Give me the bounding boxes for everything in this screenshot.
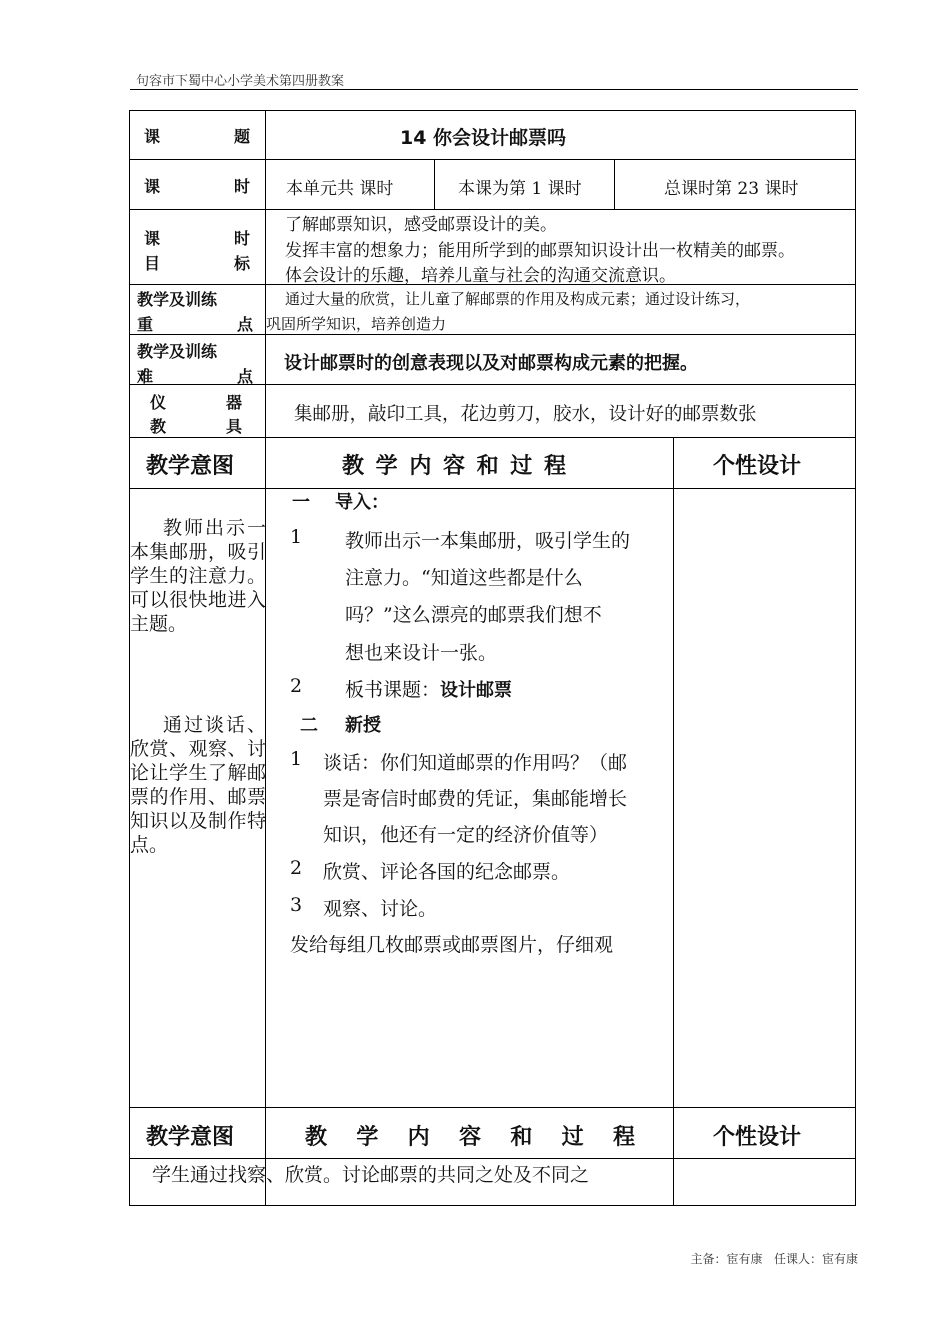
header-char: 学 — [356, 1125, 379, 1150]
goal-line: 体会设计的乐趣，培养儿童与社会的沟通交流意识。 — [285, 266, 676, 286]
label-char: 标 — [233, 254, 250, 273]
intent-header: 教学意图 — [146, 1125, 235, 1150]
custom-design-header: 个性设计 — [713, 1125, 802, 1150]
step-text — [345, 675, 512, 702]
row-line — [129, 437, 856, 438]
intent-header: 教学意图 — [146, 454, 235, 479]
difficulty-label-2 — [137, 364, 253, 387]
page-footer: 主备：宦有康 任课人：宦有康 — [690, 1252, 858, 1266]
label-char: 目 — [144, 254, 161, 273]
label-char: 点 — [236, 315, 253, 334]
label-char: 重 — [137, 315, 154, 334]
label-char: 仪 — [150, 393, 167, 412]
lesson-topic-bold: 设计邮票 — [440, 680, 513, 701]
intent-text: 通过谈话、欣赏、观察、讨论让学生了解邮票的作用、邮票知识以及制作特点。 — [130, 714, 266, 856]
step-number: 3 — [290, 894, 303, 916]
step-text-line: 教师出示一本集邮册，吸引学生的 — [345, 530, 631, 552]
step-text-line: 谈话：你们知道邮票的作用吗？（邮 — [323, 752, 628, 774]
header-char: 容 — [458, 1125, 481, 1150]
step-number: 2 — [290, 675, 303, 697]
step-text: 观察、讨论。 — [323, 898, 438, 920]
custom-design-header: 个性设计 — [713, 454, 802, 479]
total-hours: 总课时第 23 课时 — [664, 179, 799, 199]
row-line — [129, 488, 856, 489]
label-char: 难 — [137, 367, 154, 386]
col-line — [855, 110, 856, 1206]
lesson-number: 本课为第 1 课时 — [458, 179, 582, 199]
label-char: 课 — [144, 177, 161, 196]
page-header: 句容市下蜀中心小学美术第四册教案 — [136, 74, 345, 89]
step-text-line: 注意力。“知道这些都是什么 — [345, 567, 583, 589]
col-line — [265, 110, 266, 438]
step-number: 1 — [290, 748, 303, 770]
label-char: 点 — [236, 367, 253, 386]
row-line — [129, 1205, 856, 1206]
step-text: 发给每组几枚邮票或邮票图片，仔细观 — [290, 934, 614, 956]
goal-line: 发挥丰富的想象力；能用所学到的邮票知识设计出一枚精美的邮票。 — [285, 241, 795, 261]
goal-label-2 — [144, 251, 250, 274]
label-char: 课 — [144, 127, 161, 146]
label-char: 具 — [225, 417, 242, 436]
step-number: 二 — [300, 715, 318, 736]
step-text-line: 吗？”这么漂亮的邮票我们想不 — [345, 604, 602, 626]
label-char: 题 — [233, 127, 250, 146]
label-char: 器 — [225, 393, 242, 412]
key-points-line: 通过大量的欣赏，让儿童了解邮票的作用及构成元素；通过设计练习， — [285, 290, 751, 308]
last-row-text: 学生通过找察、欣赏。讨论邮票的共同之处及不同之 — [152, 1164, 590, 1186]
intro-title: 导入： — [335, 492, 389, 513]
col-line — [673, 437, 674, 1206]
difficulty-text: 设计邮票时的创意表现以及对邮票构成元素的把握。 — [284, 353, 698, 374]
step-number: 1 — [290, 526, 303, 548]
tools-text: 集邮册，敲印工具，花边剪刀，胶水，设计好的邮票数张 — [294, 404, 757, 425]
intent-para-2 — [130, 713, 266, 857]
header-char: 程 — [612, 1125, 635, 1150]
col-line — [434, 159, 435, 210]
label-char: 时 — [233, 177, 250, 196]
key-points-line: 巩固所学知识，培养创造力 — [266, 315, 447, 333]
lesson-title: 14 你会设计邮票吗 — [400, 127, 567, 149]
tools-label-2 — [150, 414, 242, 437]
step-text: 欣赏、评论各国的纪念邮票。 — [323, 861, 571, 883]
goal-label-1 — [144, 226, 250, 249]
label-char: 时 — [233, 229, 250, 248]
unit-hours: 本单元共 课时 — [286, 179, 394, 199]
step-number: 一 — [292, 492, 310, 513]
label-char: 课 — [144, 229, 161, 248]
hours-label — [144, 174, 250, 197]
key-label-1: 教学及训练 — [137, 290, 218, 309]
row-line — [129, 159, 856, 160]
col-line — [614, 159, 615, 210]
process-header — [305, 1120, 635, 1151]
header-char: 内 — [407, 1125, 430, 1150]
step-number: 2 — [290, 857, 303, 879]
step-text-line: 知识，他还有一定的经济价值等） — [323, 824, 609, 846]
new-lesson-title: 新授 — [345, 715, 381, 736]
intent-text: 教师出示一本集邮册，吸引学生的注意力。可以很快地进入主题。 — [130, 517, 266, 635]
goal-line: 了解邮票知识，感受邮票设计的美。 — [285, 215, 557, 235]
step-text-plain: 板书课题： — [345, 679, 441, 701]
tools-label-1 — [150, 390, 242, 413]
row-line — [129, 110, 856, 111]
topic-label — [144, 124, 250, 147]
step-text-line: 想也来设计一张。 — [345, 642, 498, 664]
label-char: 教 — [150, 417, 167, 436]
intent-para-1 — [130, 516, 266, 636]
step-text-line: 票是寄信时邮费的凭证，集邮能增长 — [323, 788, 628, 810]
col-line — [129, 110, 130, 1206]
difficulty-label-1: 教学及训练 — [137, 342, 218, 361]
header-char: 过 — [561, 1125, 584, 1150]
row-line — [129, 1158, 856, 1159]
key-label-2 — [137, 312, 253, 335]
process-header: 教 学 内 容 和 过 程 — [342, 454, 568, 479]
header-char: 教 — [305, 1125, 328, 1150]
header-char: 和 — [510, 1125, 533, 1150]
row-line — [129, 1107, 856, 1108]
